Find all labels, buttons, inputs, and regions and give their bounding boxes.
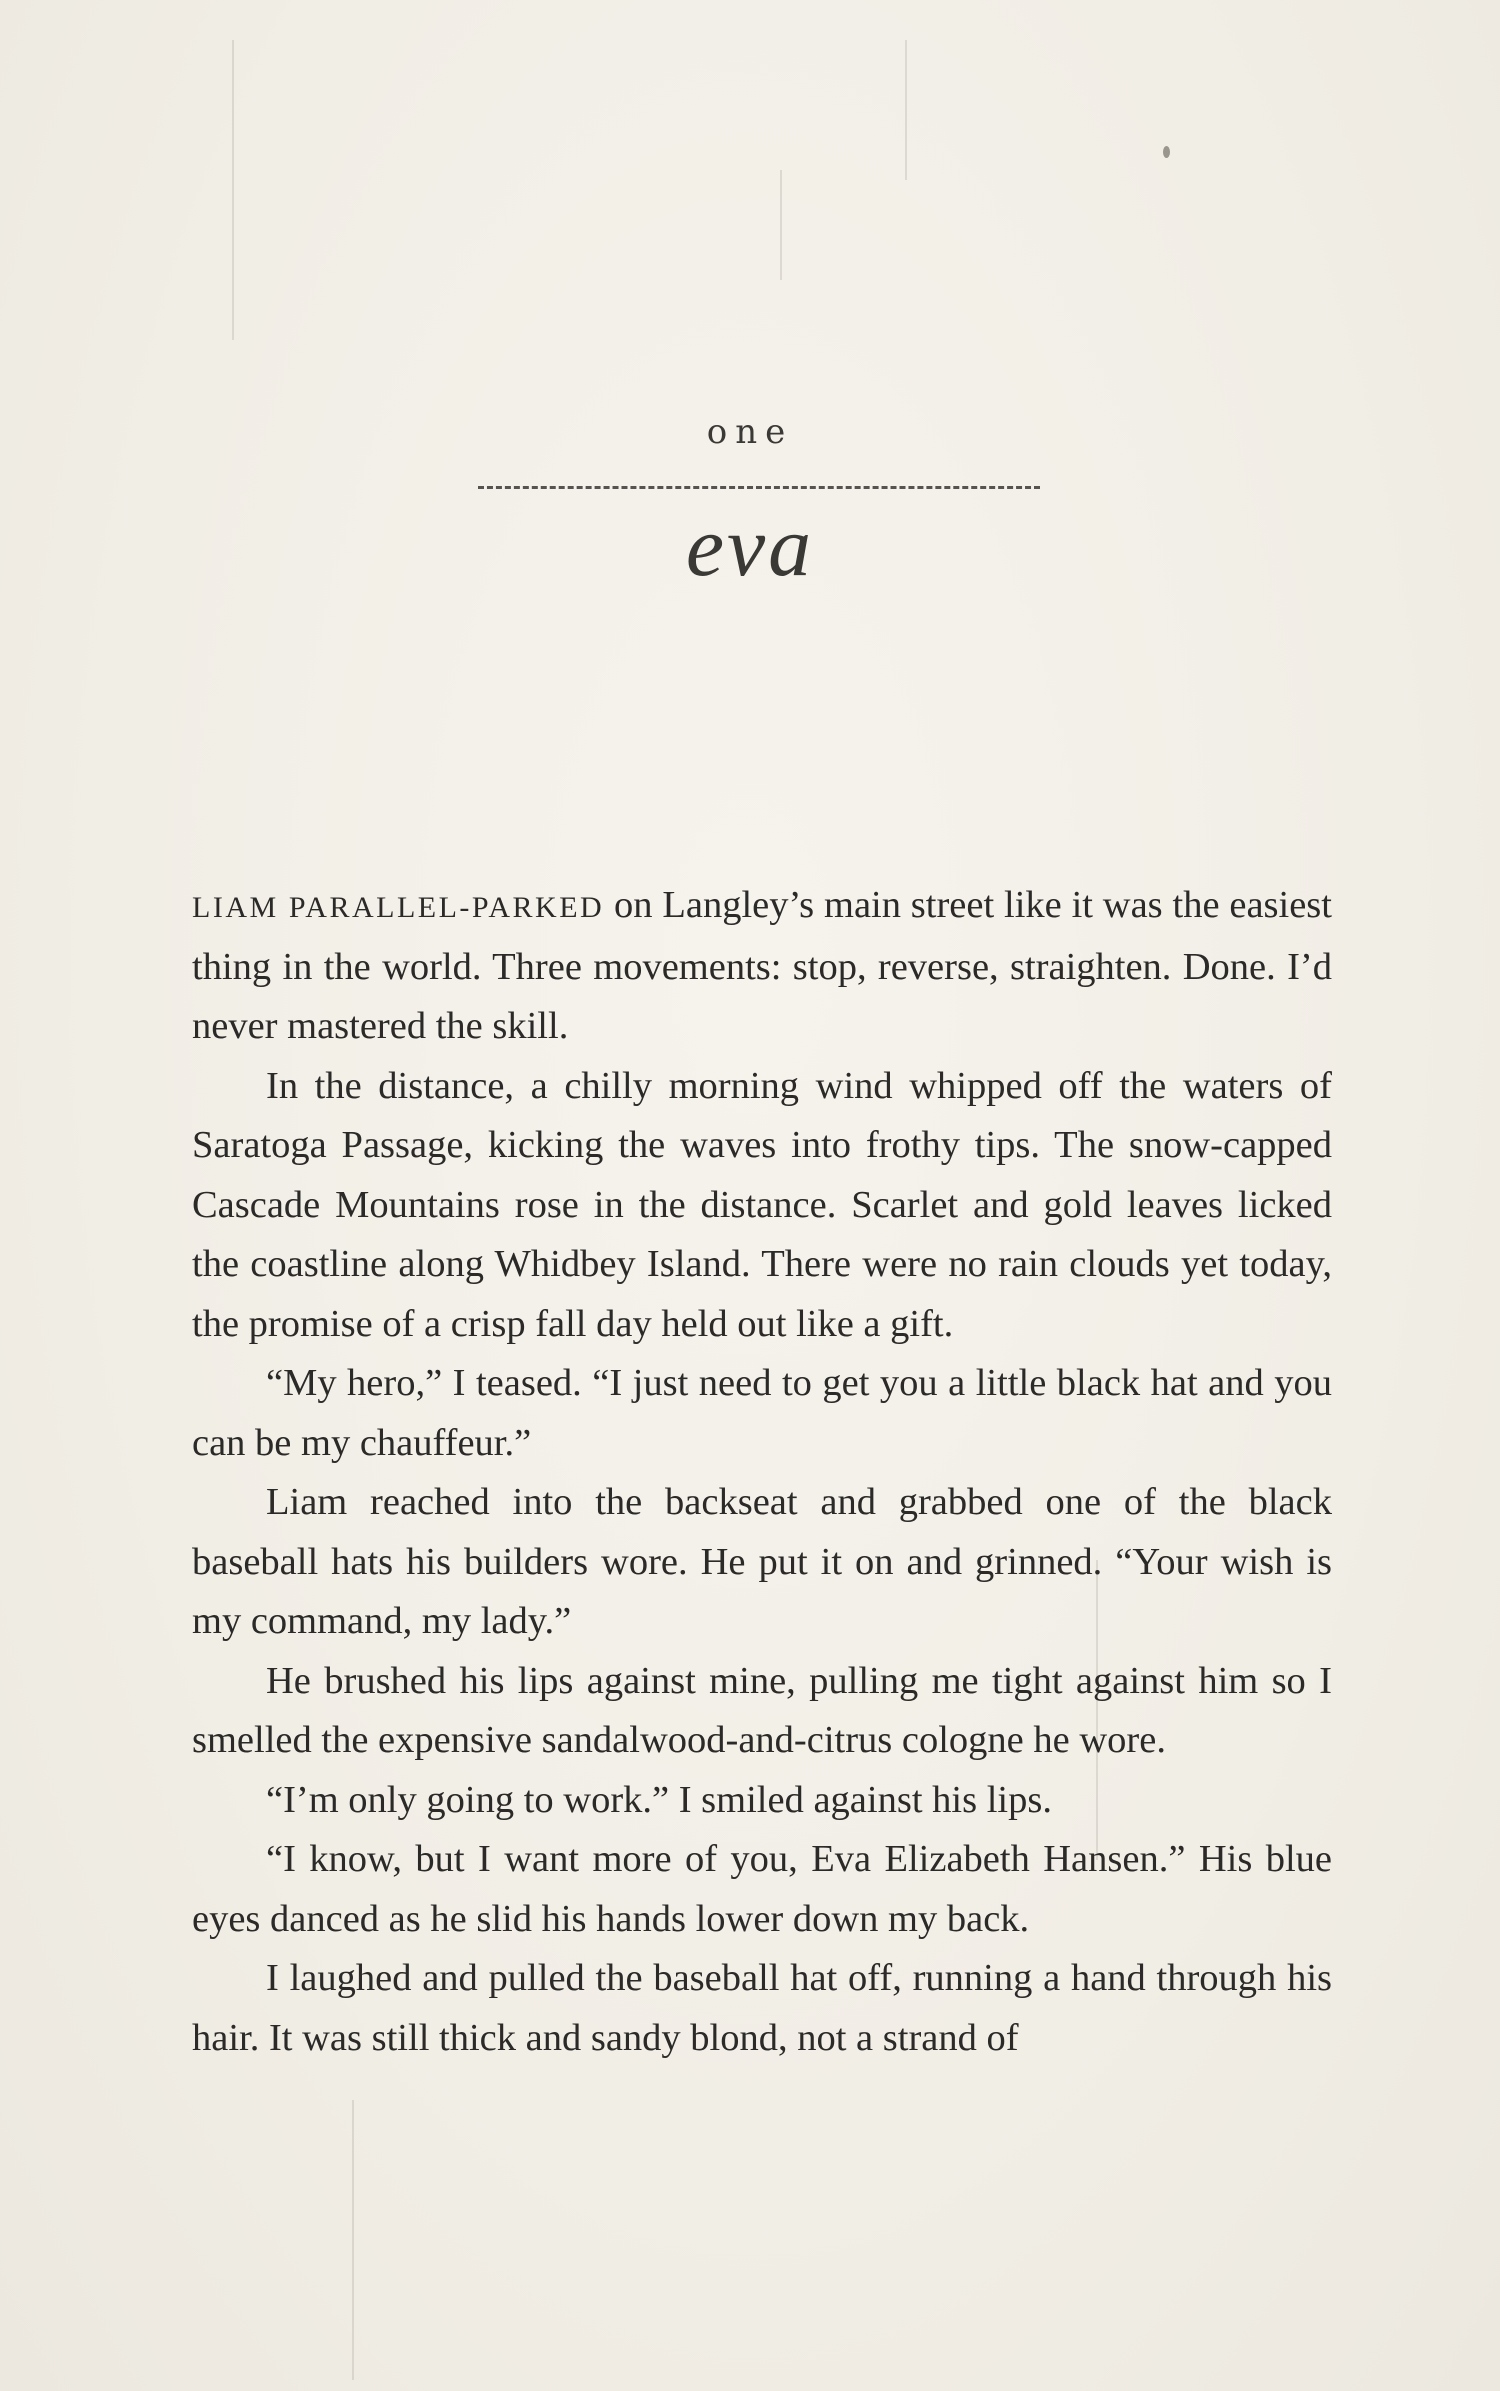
chapter-title: eva <box>685 498 815 594</box>
paragraph: “I know, but I want more of you, Eva Elizabeth Hansen.” His blue eyes danced as he slid his hands lower down my back. <box>192 1838 1332 1940</box>
scan-streak <box>905 40 907 180</box>
paragraph: He brushed his lips against mine, pulling me tight against him so I smelled the expensive sandalwood-and-citrus cologne he wore. <box>192 1659 1332 1761</box>
paragraph: Liam reached into the backseat and grabbed one of the black baseball hats his builders wore. He put it on and grinned. “Your wish is my command, my lady.” <box>192 1481 1332 1642</box>
paragraph: “My hero,” I teased. “I just need to get you a little black hat and you can be my chauffeur.” <box>192 1362 1332 1464</box>
opening-smallcaps: LIAM PARALLEL-PARKED <box>192 891 605 924</box>
paragraph: In the distance, a chilly morning wind whipped off the waters of Saratoga Passage, kicking the waves into frothy tips. The snow-capped Cascade Mountains rose in the distance. Scarlet and gold leaves licked the coastline along Whidbey Island. There were no rain clouds yet today, the promise of a crisp fall day held out like a gift. <box>192 1064 1332 1345</box>
paragraph: I laughed and pulled the baseball hat off, running a hand through his hair. It was still thick and sandy blond, not a strand of <box>192 1957 1332 2059</box>
scan-streak <box>232 40 234 340</box>
paragraph <box>192 876 1332 1057</box>
scan-streak <box>780 170 782 280</box>
chapter-divider <box>478 486 1040 489</box>
chapter-body <box>192 876 1332 2068</box>
chapter-number: one <box>706 412 794 452</box>
scan-speck <box>1163 146 1170 158</box>
paragraph: “I’m only going to work.” I smiled against his lips. <box>266 1778 1052 1821</box>
paragraph-text: on Langley’s main street like it was the easiest thing in the world. Three movements: stop, reverse, straighten. Done. I’d never mastered the skill. <box>192 884 1332 1047</box>
scan-streak <box>352 2100 354 2380</box>
